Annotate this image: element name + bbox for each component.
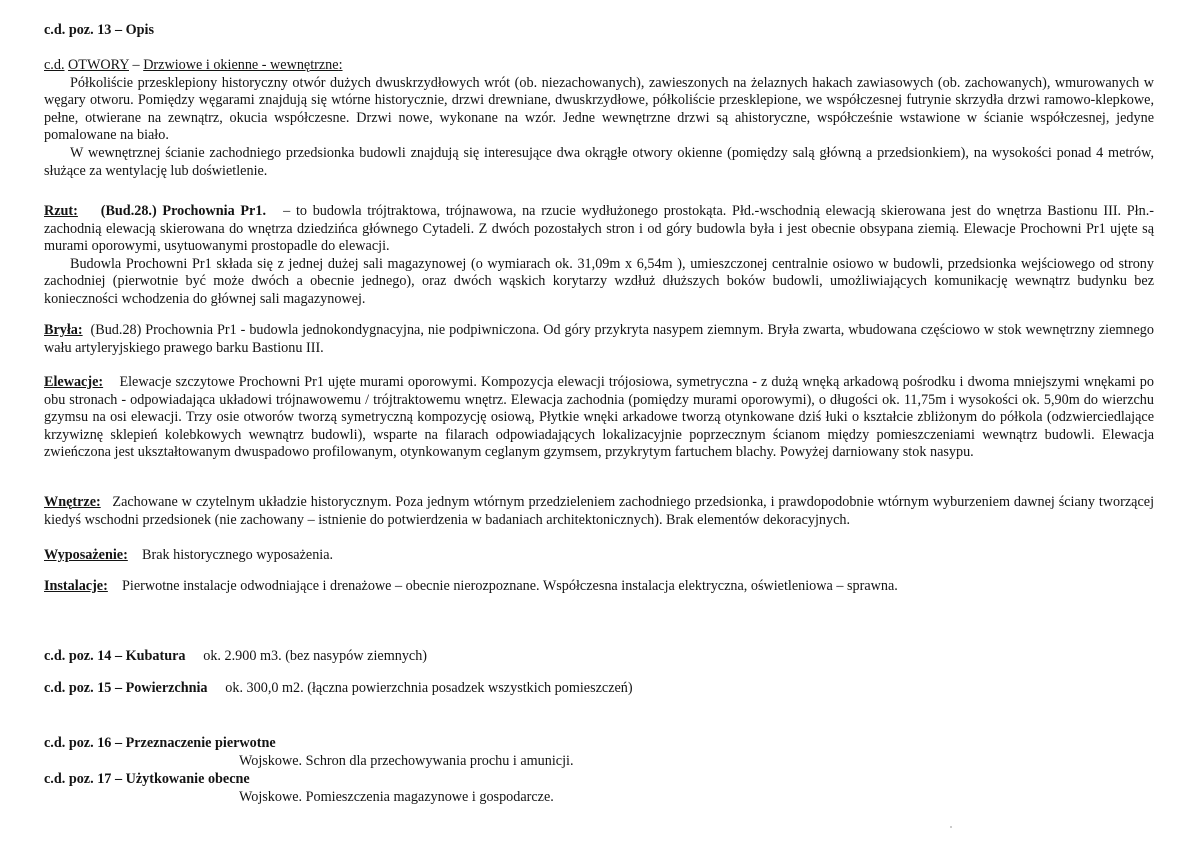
poz16-text: Wojskowe. Schron dla przechowywania prochu i amunicji. (239, 752, 574, 769)
rzut-text-1: – to budowla trójtraktowa, trójnawowa, na rzucie wydłużonego prostokąta. Płd.-wschodnią elewacją skierowana jest do wnętrza Bastionu III. Płn.-zachodnią elewacją skierowana do wnętrza dziedzińca głównego Cytadeli. Z dwóch pozostałych stron i od góry budowla była i jest obecnie obsypana ziemią. Elewacje Prochowni Pr1 ujęte są murami oporowymi, usytuowanymi prostopadle do elewacji. (44, 203, 1154, 255)
bryla-section (44, 322, 1154, 357)
otwory-colon: : (338, 57, 343, 73)
elewacje-label: Elewacje: (44, 374, 104, 390)
otwory-dash: – (129, 57, 144, 73)
rzut-building-name: (Bud.28.) Prochownia Pr1. (100, 203, 266, 219)
otwory-paragraph-2: W wewnętrznej ścianie zachodniego przedsionka budowli znajdują się interesujące dwa okrągłe otwory okienne (pomiędzy salą główną a przedsionkiem), na wysokości ponad 4 metrów, służące za wentylację lub doświetlenie. (44, 144, 1154, 179)
otwory-label: OTWORY (68, 57, 129, 73)
elewacje-text: Elewacje szczytowe Prochowni Pr1 ujęte murami oporowymi. Kompozycja elewacji trójosiowa, symetryczna - z dużą wnęką arkadową pośrodku i dwoma mniejszymi wnękami po obu stronach - odpowiadająca układowi trójnawowemu / trójtraktowemu wnętrz. Elewacja zachodnia (pomiędzy murami oporowymi), o długości ok. 11,75m i wysokości ok. 5,90m do wierzchu gzymsu na osi elewacji. Trzy osie otworów tworzą symetryczną kompozycję osiową, Płytkie wnęki arkadowe tworzą otynkowane dziś łuki o kształcie zbliżonym do półkola (odzwierciedlające krzywiznę sklepień kolebkowych wewnątrz budowli), wsparte na filarach odpowiadających lokalizacyjnie poprzecznym ścianom między pomieszczeniami wewnątrz budowli. Elewacja zwieńczona jest ukształtowanym dwuspadowo profilowanym, otynkowanym ceglanym gzymsem, przykrytym fartuchem blachy. Powyżej darniowany stok nasypu. (44, 374, 1154, 461)
scan-speck (950, 826, 952, 828)
poz16-label: c.d. poz. 16 – Przeznaczenie pierwotne (44, 735, 276, 751)
wyposazenie-text: Brak historycznego wyposażenia. (142, 547, 334, 563)
poz17-block (44, 771, 1154, 806)
elewacje-section (44, 374, 1154, 462)
rzut-paragraph-2: Budowla Prochowni Pr1 składa się z jednej dużej sali magazynowej (o wymiarach ok. 31,09m x 6,54m ), umieszczonej centralnie osiowo w budowli, przedsionka wejściowego od strony zachodniej (pierwotnie być może dwóch a obecnie jednego), oraz dwóch wąskich korytarzy wzdłuż dłuższych boków budowli, umożliwiających komunikację wewnątrz budynku bez konieczności wchodzenia do głównej sali magazynowej. (44, 255, 1154, 307)
poz17-text: Wojskowe. Pomieszczenia magazynowe i gospodarcze. (239, 788, 554, 805)
elewacje-paragraph (44, 374, 1154, 462)
wnetrze-text: Zachowane w czytelnym układzie historycznym. Poza jednym wtórnym przedzieleniem zachodniego przedsionka, i prawdopodobnie wtórnym wyburzeniem dawnej ściany tworzącej kiedyś wschodni przedsionek (nie zachowany – istnienie do potwierdzenia w badaniach architektonicznych). Brak elementów dekoracyjnych. (44, 494, 1155, 528)
rzut-paragraph-1 (44, 203, 1154, 256)
rzut-section (44, 203, 1154, 309)
poz15-line (44, 680, 1154, 698)
wnetrze-paragraph (44, 494, 1154, 529)
wyposazenie-section (44, 547, 1154, 565)
wyposazenie-label: Wyposażenie: (44, 547, 128, 563)
otwory-paragraph-1: Półkoliście przesklepiony historyczny otwór dużych dwuskrzydłowych wrót (ob. niezachowanych), zawieszonych na żelaznych hakach zawiasowych (ob. zachowanych), wmurowanych w węgary otworu. Pomiędzy węgarami znajdują się wtórne historycznie, drzwi drewniane, dwuskrzydłowe, półkoliście przesklepione, we współczesnej futrynie skrzydła drzwi ramowo-klepkowe, pełne, otwierane na zewnątrz, okucia współczesne. Drzwi nowe, wykonane na wzór. Jedne wewnętrzne drzwi są ahistoryczne, współcześnie wstawione w ścianie współczesnej, jedyne pomalowane na biało. (44, 74, 1154, 144)
otwory-sublabel: Drzwiowe i okienne - wewnętrzne (143, 57, 339, 73)
poz14-line (44, 648, 1154, 666)
poz14-text: ok. 2.900 m3. (bez nasypów ziemnych) (203, 648, 428, 664)
poz14-label: c.d. poz. 14 – Kubatura (44, 648, 186, 664)
instalacje-text: Pierwotne instalacje odwodniające i drenażowe – obecnie nierozpoznane. Współczesna instalacja elektryczna, oświetleniowa – sprawna. (122, 578, 898, 594)
section-title: c.d. poz. 13 – Opis (44, 22, 154, 38)
instalacje-label: Instalacje: (44, 578, 108, 594)
wnetrze-label: Wnętrze: (44, 494, 101, 510)
poz15-label: c.d. poz. 15 – Powierzchnia (44, 680, 208, 696)
otwory-prefix: c.d. (44, 57, 65, 73)
bryla-paragraph (44, 322, 1154, 357)
poz16-block (44, 735, 1154, 770)
bryla-text: (Bud.28) Prochownia Pr1 - budowla jednokondygnacyjna, nie podpiwniczona. Od góry przykryta nasypem ziemnym. Bryła zwarta, wbudowana częściowo w stok wewnętrzny ziemnego wału artyleryjskiego prawego barku Bastionu III. (44, 322, 1154, 356)
instalacje-paragraph (44, 578, 1154, 596)
poz15-text: ok. 300,0 m2. (łączna powierzchnia posadzek wszystkich pomieszczeń) (225, 680, 633, 696)
bryla-label: Bryła: (44, 322, 83, 338)
otwory-section (44, 57, 1154, 180)
wnetrze-section (44, 494, 1154, 529)
wyposazenie-paragraph (44, 547, 1154, 565)
poz17-label: c.d. poz. 17 – Użytkowanie obecne (44, 771, 250, 787)
rzut-label: Rzut: (44, 203, 78, 219)
otwory-heading (44, 57, 1154, 75)
instalacje-section (44, 578, 1154, 596)
